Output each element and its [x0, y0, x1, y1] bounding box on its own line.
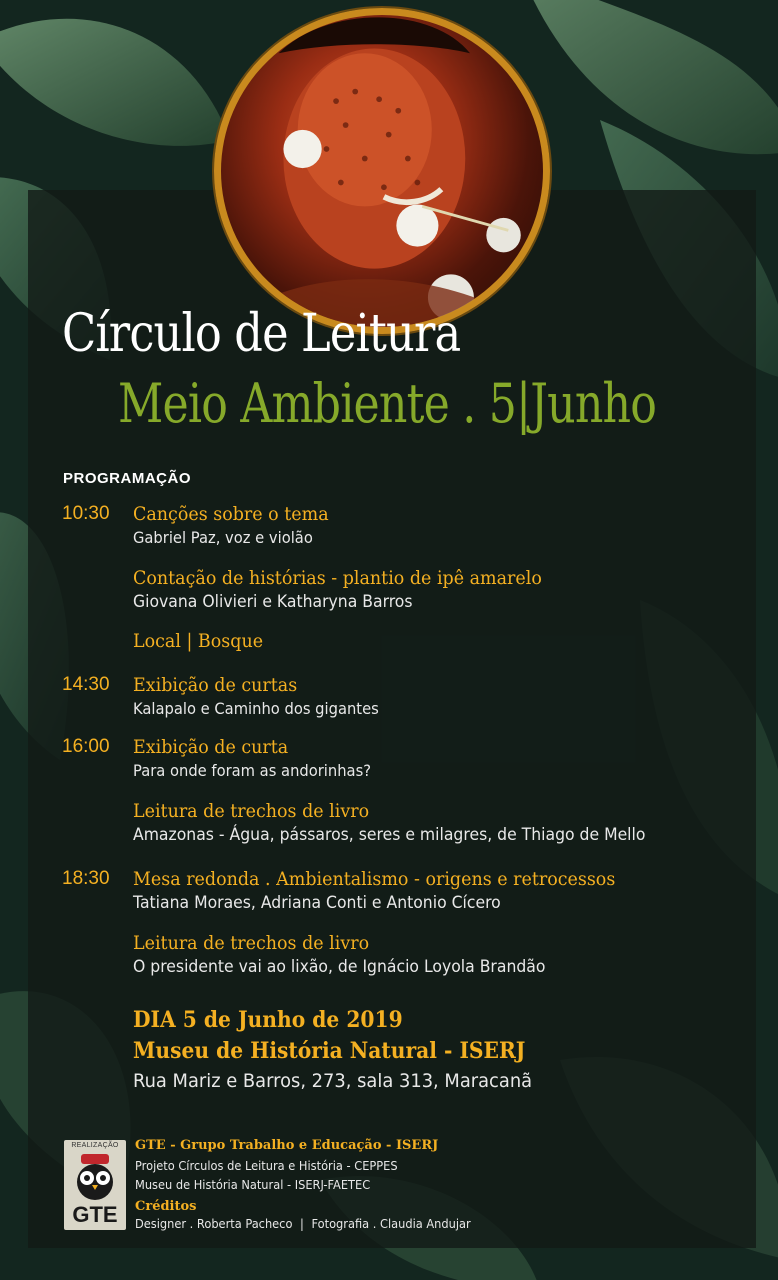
portrait-photo — [214, 8, 550, 334]
event-date: DIA 5 de Junho de 2019 — [133, 1007, 403, 1033]
program-time: 14:30 — [62, 674, 110, 695]
credits-heading: Créditos — [135, 1199, 197, 1214]
program-heading: PROGRAMAÇÃO — [63, 470, 191, 487]
gte-logo — [64, 1140, 126, 1230]
program-subtitle: Kalapalo e Caminho dos gigantes — [133, 699, 379, 718]
program-subtitle: Giovana Olivieri e Katharyna Barros — [133, 592, 413, 612]
credits-row — [135, 1217, 471, 1231]
program-title: Leitura de trechos de livro — [133, 932, 370, 954]
program-time: 10:30 — [62, 503, 110, 524]
program-title: Exibição de curtas — [133, 674, 298, 696]
program-title: Local | Bosque — [133, 630, 264, 652]
program-time: 18:30 — [62, 868, 110, 889]
program-title: Canções sobre o tema — [133, 503, 329, 525]
program-title: Contação de histórias - plantio de ipê amarelo — [133, 567, 542, 589]
org-title: GTE - Grupo Trabalho e Educação - ISERJ — [135, 1138, 439, 1153]
logo-text: GTE — [72, 1202, 118, 1227]
page-subtitle: Meio Ambiente . 5|Junho — [118, 372, 657, 435]
org-line: Museu de História Natural - ISERJ-FAETEC — [135, 1178, 371, 1192]
logo-caption: REALIZAÇÃO — [71, 1142, 119, 1149]
program-time: 16:00 — [62, 736, 110, 757]
program-title: Exibição de curta — [133, 736, 289, 758]
program-title: Mesa redonda . Ambientalismo - origens e retrocessos — [133, 868, 616, 890]
program-title: Leitura de trechos de livro — [133, 800, 370, 822]
program-subtitle: Gabriel Paz, voz e violão — [133, 528, 313, 547]
org-line: Projeto Círculos de Leitura e História - CEPPES — [135, 1159, 398, 1173]
program-subtitle: Amazonas - Água, pássaros, seres e milagres, de Thiago de Mello — [133, 825, 646, 845]
event-venue: Museu de História Natural - ISERJ — [133, 1038, 526, 1064]
page-title: Círculo de Leitura — [62, 304, 461, 364]
program-subtitle: O presidente vai ao lixão, de Ignácio Loyola Brandão — [133, 957, 546, 977]
credit-separator: | — [300, 1217, 304, 1231]
event-address: Rua Mariz e Barros, 273, sala 313, Maracanã — [133, 1070, 533, 1092]
photo-credit: Fotografia . Claudia Andujar — [311, 1217, 471, 1231]
program-subtitle: Tatiana Moraes, Adriana Conti e Antonio Cícero — [133, 893, 501, 913]
program-subtitle: Para onde foram as andorinhas? — [133, 761, 372, 780]
owl-mascot-icon — [71, 1152, 119, 1202]
designer-credit: Designer . Roberta Pacheco — [135, 1217, 293, 1231]
